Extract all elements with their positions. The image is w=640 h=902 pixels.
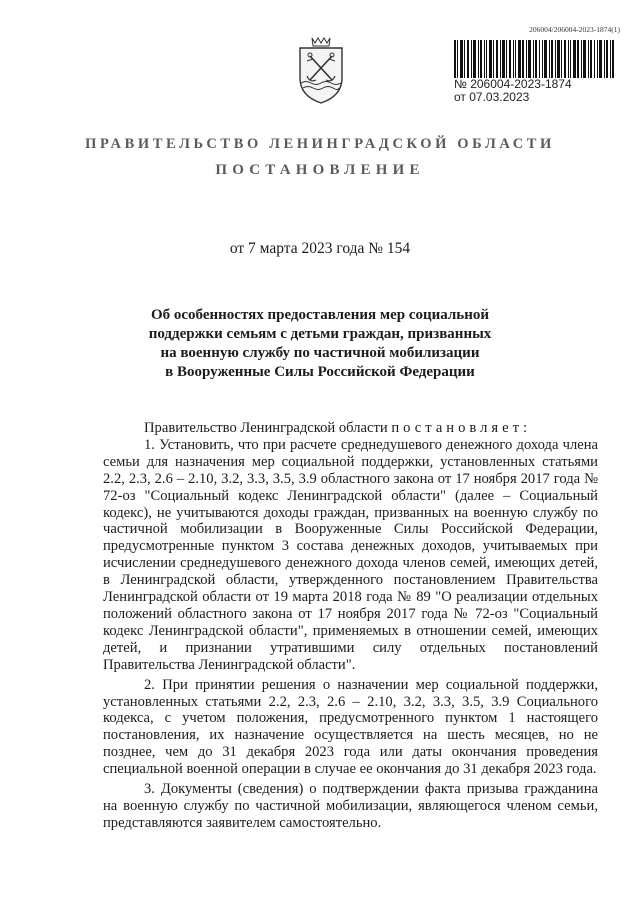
title-line: Об особенностях предоставления мер социальной: [150, 307, 490, 323]
paragraph-1: 1. Установить, что при расчете среднедушевого денежного дохода члена семьи для назначения мер социальной поддержки, установленных статьями 2.2, 2.3, 2.6 – 2.10, 3.2, 3.3, 3.5, 3.9 областного закона от 17 ноября 2017 года № 72-оз "Социальный кодекс Ленинградской области" (далее – Социальный кодекс), не учитываются доходы граждан, призванных на военную службу по частичной мобилизации в Вооруженные Силы Российской Федерации, предусмотренные пунктом 3 состава денежных доходов, учитываемых при исчислении среднедушевого денежного дохода членов семей, имеющих детей, в Ленинградской области, утвержденного постановлением Правительства Ленинградской области от 19 марта 2018 года № 89 "О реализации отдельных положений областного закона от 17 ноября 2017 года № 72-оз "Социальный кодекс Ленинградской области", применяемых в отношении семей, имеющих детей, и признании утратившими силу отдельных постановлений Правительства Ленинградской области".: [103, 436, 598, 673]
intro-paragraph: [103, 420, 598, 437]
paragraph-3: 3. Документы (сведения) о подтверждении факта призыва гражданина на военную службу по частичной мобилизации, являющегося членом семьи, представляются заявителем самостоятельно.: [103, 781, 598, 831]
paragraph-2: 2. При принятии решения о назначении мер социальной поддержки, установленных статьями 2.2, 2.3, 2.6 – 2.10, 3.2, 3.3, 3.5, 3.9 Социального кодекса, с учетом положения, предусмотренного пунктом 1 настоящего постановления, их назначение осуществляется на шесть месяцев, но не позднее, чем до 31 декабря 2023 года или даты окончания проведения специальной военной операции в случае ее окончания до 31 декабря 2023 года.: [103, 676, 598, 778]
government-name: ПРАВИТЕЛЬСТВО ЛЕНИНГРАДСКОЙ ОБЛАСТИ: [85, 136, 555, 152]
document-body: [103, 420, 598, 835]
barcode-icon: [454, 40, 614, 78]
document-type: ПОСТАНОВЛЕНИЕ: [215, 162, 425, 178]
date-and-number: от 7 марта 2023 года № 154: [229, 240, 411, 257]
intro-subject: Правительство Ленинградской области: [144, 420, 388, 436]
document-title: [0, 306, 640, 382]
registration-number: № 206004-2023-1874: [454, 77, 572, 91]
intro-keyword: постановляет:: [391, 420, 532, 436]
title-line: в Вооруженные Силы Российской Федерации: [165, 364, 475, 380]
registration-block: [454, 40, 618, 104]
registration-date: от 07.03.2023: [454, 90, 530, 104]
document-code: 206004/206004-2023-1874(1): [529, 25, 620, 34]
title-line: на военную службу по частичной мобилизации: [160, 345, 480, 361]
coat-of-arms-icon: [294, 36, 348, 106]
title-line: поддержки семьям с детьми граждан, призванных: [148, 326, 492, 342]
